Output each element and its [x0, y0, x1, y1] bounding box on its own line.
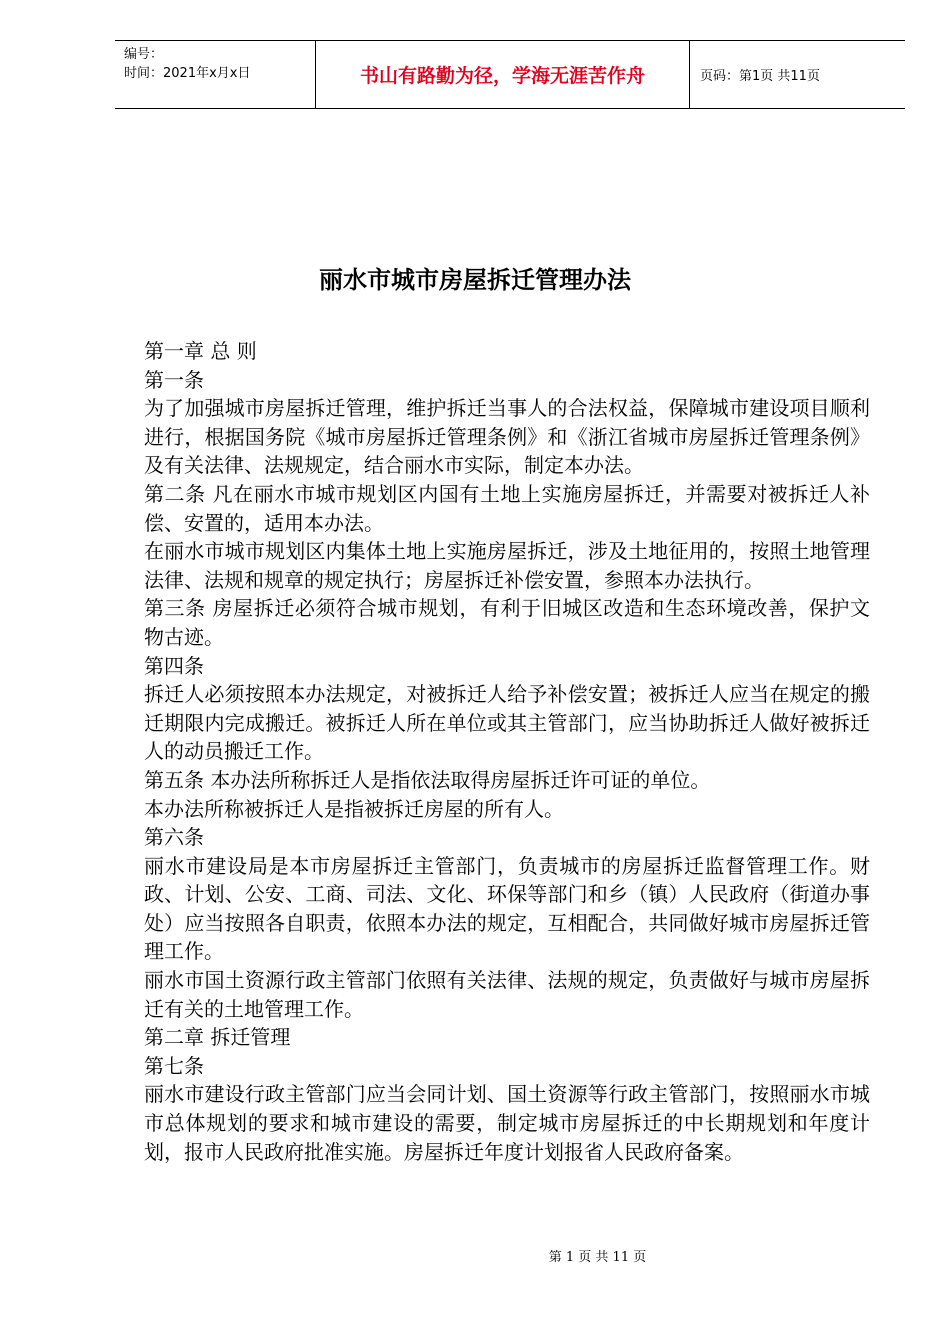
paragraph: 丽水市建设局是本市房屋拆迁主管部门，负责城市的房屋拆迁监督管理工作。财政、计划、公安、工商、司法、文化、环保等部门和乡（镇）人民政府（街道办事处）应当按照各自职责，依照本办法的规定，互相配合，共同做好城市房屋拆迁管理工作。: [144, 853, 870, 964]
paragraph: 为了加强城市房屋拆迁管理，维护拆迁当事人的合法权益，保障城市建设项目顺利进行，根据国务院《城市房屋拆迁管理条例》和《浙江省城市房屋拆迁管理条例》及有关法律、法规规定，结合丽水市实际，制定本办法。: [144, 396, 870, 478]
time-label: 时间：2021年x月x日: [124, 66, 251, 81]
paragraph: 第二条 凡在丽水市城市规划区内国有土地上实施房屋拆迁，并需要对被拆迁人补偿、安置的，适用本办法。: [144, 481, 870, 535]
paragraph: 在丽水市城市规划区内集体土地上实施房屋拆迁，涉及土地征用的，按照土地管理法律、法规和规章的规定执行；房屋拆迁补偿安置，参照本办法执行。: [144, 539, 870, 592]
document-title: 丽水市城市房屋拆迁管理办法: [319, 266, 631, 294]
paragraph: 拆迁人必须按照本办法规定，对被拆迁人给予补偿安置；被拆迁人应当在规定的搬迁期限内完成搬迁。被拆迁人所在单位或其主管部门，应当协助拆迁人做好被拆迁人的动员搬迁工作。: [144, 682, 870, 764]
paragraph: 第一条: [144, 367, 204, 392]
paragraph: 第五条 本办法所称拆迁人是指依法取得房屋拆迁许可证的单位。: [144, 767, 711, 792]
paragraph: 第七条: [144, 1053, 204, 1078]
paragraph: 第一章 总 则: [144, 339, 257, 363]
page-header: [115, 40, 905, 109]
paragraph: 丽水市建设行政主管部门应当会同计划、国土资源等行政主管部门，按照丽水市城市总体规划的要求和城市建设的需要，制定城市房屋拆迁的中长期规划和年度计划，报市人民政府批准实施。房屋拆迁年度计划报省人民政府备案。: [144, 1082, 870, 1164]
document-body: [144, 337, 870, 1166]
paragraph: 第六条: [144, 825, 204, 850]
page-footer: 第 1 页 共 11 页: [548, 1250, 647, 1265]
paragraph: 丽水市国土资源行政主管部门依照有关法律、法规的规定，负责做好与城市房屋拆迁有关的土地管理工作。: [144, 968, 870, 1021]
header-motto: 书山有路勤为径，学海无涯苦作舟: [316, 41, 690, 108]
paragraph: 本办法所称被拆迁人是指被拆迁房屋的所有人。: [144, 796, 564, 821]
paragraph: 第四条: [144, 653, 204, 678]
paragraph: 第二章 拆迁管理: [144, 1025, 291, 1050]
paragraph: 第三条 房屋拆迁必须符合城市规划，有利于旧城区改造和生态环境改善，保护文物古迹。: [144, 596, 870, 649]
header-meta: [115, 41, 316, 108]
serial-label: 编号：: [124, 47, 164, 62]
header-page-info: 页码：第1页 共11页: [700, 69, 820, 84]
